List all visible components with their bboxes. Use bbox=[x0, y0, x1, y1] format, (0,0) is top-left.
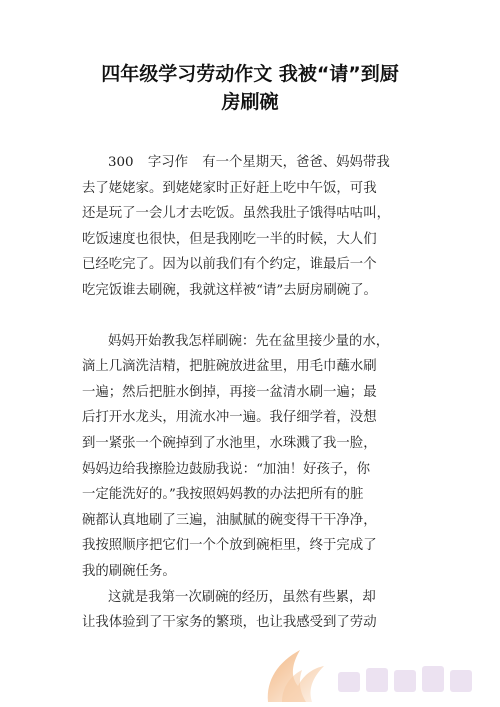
text-line: 已经吃完了。因为以前我们有个约定，谁最后一个 bbox=[82, 257, 377, 273]
text-line: 碗都认真地刷了三遍，油腻腻的碗变得干干净净， bbox=[82, 512, 377, 528]
document-body bbox=[82, 150, 432, 636]
text-line: 到一紧张一个碗掉到了水池里，水珠溅了我一脸， bbox=[82, 435, 377, 451]
title-line: 四年级学习劳动作文 我被“请”到厨 bbox=[101, 63, 399, 85]
text-line: 吃完饭谁去刷碗，我就这样被“请”去厨房刷碗了。 bbox=[82, 282, 377, 298]
text-line: 妈妈开始教我怎样刷碗：先在盆里接少量的水， bbox=[108, 333, 390, 349]
logo-watermark-icon bbox=[238, 632, 500, 707]
text-line: 吃饭速度也很快，但是我刚吃一半的时候，大人们 bbox=[82, 231, 377, 247]
paragraph-3 bbox=[82, 585, 432, 636]
text-line: 一遍；然后把脏水倒掉，再接一盆清水刷一遍；最 bbox=[82, 384, 377, 400]
text-line: 一定能洗好的。”我按照妈妈教的办法把所有的脏 bbox=[82, 487, 364, 503]
text-line: 去了姥姥家。到姥姥家时正好赶上吃中午饭，可我 bbox=[82, 180, 377, 196]
text-line: 后打开水龙头，用流水冲一遍。我仔细学着，没想 bbox=[82, 410, 377, 426]
text-line: 让我体验到了干家务的繁琐，也让我感受到了劳动 bbox=[82, 615, 377, 631]
text-line: 我按照顺序把它们一个个放到碗柜里，终于完成了 bbox=[82, 538, 377, 554]
paragraph-gap bbox=[82, 304, 432, 329]
document-title bbox=[60, 60, 440, 116]
title-line: 房刷碗 bbox=[221, 91, 279, 113]
text-line: 我的刷碗任务。 bbox=[82, 563, 176, 579]
paragraph-1 bbox=[82, 150, 432, 304]
text-line: 还是玩了一会儿才去吃饭。虽然我肚子饿得咕咕叫， bbox=[82, 206, 390, 222]
text-line: 滴上几滴洗洁精，把脏碗放进盆里，用毛巾蘸水刷 bbox=[82, 359, 377, 375]
paragraph-2 bbox=[82, 329, 432, 585]
text-line: 妈妈边给我擦脸边鼓励我说：“加油！好孩子，你 bbox=[82, 461, 371, 477]
text-line: 300 字习作 有一个星期天，爸爸、妈妈带我 bbox=[108, 155, 390, 170]
text-line: 这就是我第一次刷碗的经历，虽然有些累，却 bbox=[108, 589, 376, 605]
